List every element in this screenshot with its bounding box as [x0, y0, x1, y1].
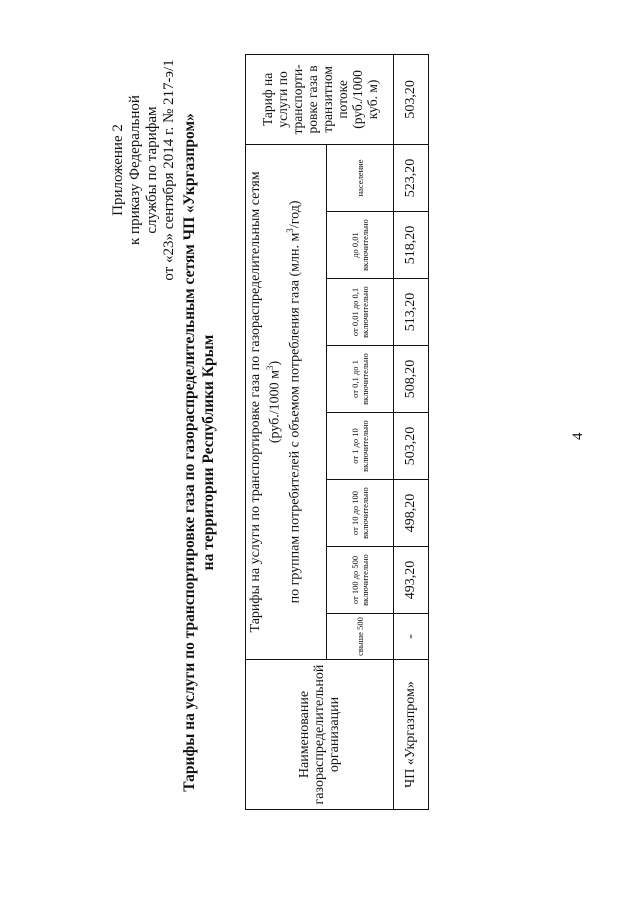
document-title	[180, 0, 218, 905]
value-cell-up-to-0-01: 518,20	[394, 212, 429, 279]
groups-header-line-2: (руб./1000 $м^3$)	[265, 360, 283, 444]
title-line-1: Тарифы на услуги по транспортировке газа по газораспределительным сетям ЧП «Укргазпром»	[181, 113, 198, 792]
group-header-up-to-0-01: до 0,01 включительно	[327, 212, 394, 279]
value-cell-100-500: 493,20	[394, 547, 429, 614]
appendix-line-1: Приложение 2	[110, 124, 126, 216]
org-name-cell: ЧП «Укргазпром»	[394, 660, 429, 810]
title-line-2: на территории Республики Крым	[200, 334, 217, 571]
table-row	[394, 54, 429, 809]
groups-header-line-1: Тарифы на услуги по транспортировке газа по газораспределительным сетям	[248, 171, 263, 633]
value-cell-10-100: 498,20	[394, 480, 429, 547]
appendix-line-3: службы по тарифам	[144, 106, 160, 234]
value-cell-population: 523,20	[394, 144, 429, 211]
group-header-10-100: от 10 до 100 включительно	[327, 480, 394, 547]
group-header-population: население	[327, 144, 394, 211]
group-header-over-500: свыше 500	[327, 614, 394, 660]
appendix-block	[110, 50, 178, 290]
value-cell-0-1-1: 508,20	[394, 346, 429, 413]
appendix-line-4: от «23» сентября 2014 г. № 217-э/1	[161, 59, 177, 281]
value-cell-transit: 503,20	[394, 54, 429, 144]
tariff-table	[245, 54, 429, 810]
appendix-line-2: к приказу Федеральной	[127, 95, 143, 245]
group-header-100-500: от 100 до 500 включительно	[327, 547, 394, 614]
value-cell-over-500: -	[394, 614, 429, 660]
header-row-1	[246, 54, 327, 809]
value-cell-0-01-0-1: 513,20	[394, 279, 429, 346]
org-column-header: Наименование газораспределительной организации	[246, 660, 394, 810]
consumer-groups-header	[246, 144, 327, 659]
value-cell-1-10: 503,20	[394, 413, 429, 480]
groups-header-line-3: по группам потребителей с объемом потребления газа (млн. $м^3/год$)	[284, 200, 303, 604]
group-header-1-10: от 1 до 10 включительно	[327, 413, 394, 480]
group-header-0-01-0-1: от 0,01 до 0,1 включительно	[327, 279, 394, 346]
transit-column-header: Тариф на услуги по транспорти-ровке газа в транзитном потоке (руб./1000 куб. м)	[246, 54, 394, 144]
group-header-0-1-1: от 0,1 до 1 включительно	[327, 346, 394, 413]
page-number: 4	[570, 432, 586, 440]
